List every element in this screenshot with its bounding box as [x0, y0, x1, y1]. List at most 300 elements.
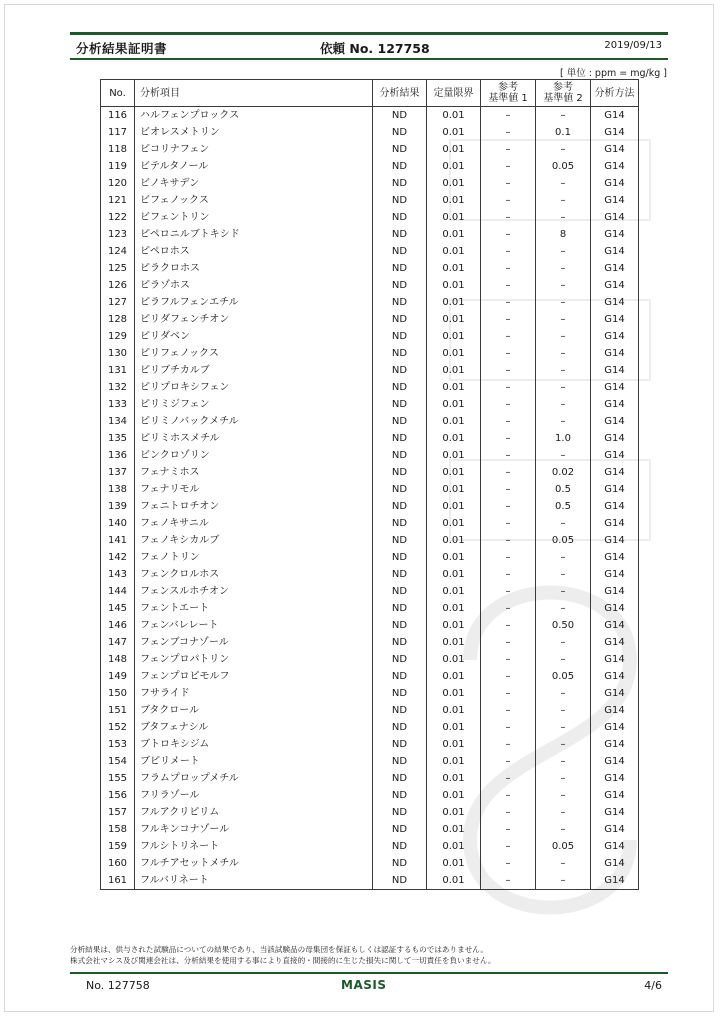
table-row [101, 753, 639, 770]
row-ref2: – [536, 328, 591, 345]
page-number: 4/6 [644, 979, 662, 992]
row-ref2: – [536, 515, 591, 532]
table-row [101, 345, 639, 362]
row-ref2: – [536, 702, 591, 719]
row-limit: 0.01 [427, 753, 481, 770]
row-limit: 0.01 [427, 396, 481, 413]
header-rule-top [70, 32, 668, 35]
row-item-name: フェノキサニル [135, 515, 373, 532]
request-number: 依頼 No. 127758 [320, 41, 430, 56]
row-method: G14 [591, 345, 639, 362]
brand-logo-text: MASIS [341, 978, 387, 992]
row-ref1: – [481, 634, 536, 651]
row-result: ND [373, 260, 427, 277]
row-method: G14 [591, 260, 639, 277]
table-row [101, 702, 639, 719]
results-table [100, 79, 639, 890]
row-item-name: フェノキシカルブ [135, 532, 373, 549]
row-ref2: – [536, 277, 591, 294]
row-limit: 0.01 [427, 362, 481, 379]
row-item-name: フェナミホス [135, 464, 373, 481]
row-ref2: 0.5 [536, 498, 591, 515]
row-no: 126 [101, 277, 135, 294]
row-limit: 0.01 [427, 175, 481, 192]
row-no: 143 [101, 566, 135, 583]
row-no: 138 [101, 481, 135, 498]
table-row [101, 855, 639, 872]
row-result: ND [373, 532, 427, 549]
row-method: G14 [591, 430, 639, 447]
row-no: 137 [101, 464, 135, 481]
table-row [101, 498, 639, 515]
table-row [101, 379, 639, 396]
row-no: 145 [101, 600, 135, 617]
row-result: ND [373, 685, 427, 702]
row-ref1: – [481, 107, 536, 125]
row-item-name: ブピリメート [135, 753, 373, 770]
row-no: 119 [101, 158, 135, 175]
row-ref1: – [481, 175, 536, 192]
table-row [101, 413, 639, 430]
row-item-name: ブタクロール [135, 702, 373, 719]
row-result: ND [373, 345, 427, 362]
table-row [101, 107, 639, 125]
row-ref1: – [481, 158, 536, 175]
row-result: ND [373, 855, 427, 872]
table-row [101, 736, 639, 753]
row-item-name: ピリダフェンチオン [135, 311, 373, 328]
row-limit: 0.01 [427, 702, 481, 719]
row-item-name: ピリミホスメチル [135, 430, 373, 447]
row-no: 141 [101, 532, 135, 549]
row-ref2: – [536, 294, 591, 311]
row-limit: 0.01 [427, 872, 481, 890]
row-no: 147 [101, 634, 135, 651]
row-item-name: ビオレスメトリン [135, 124, 373, 141]
row-item-name: フェンプロピモルフ [135, 668, 373, 685]
row-item-name: フサライド [135, 685, 373, 702]
table-row [101, 515, 639, 532]
row-method: G14 [591, 532, 639, 549]
row-ref1: – [481, 396, 536, 413]
row-method: G14 [591, 651, 639, 668]
row-no: 153 [101, 736, 135, 753]
row-limit: 0.01 [427, 736, 481, 753]
row-ref1: – [481, 872, 536, 890]
row-result: ND [373, 243, 427, 260]
row-no: 135 [101, 430, 135, 447]
row-ref1: – [481, 328, 536, 345]
row-ref1: – [481, 719, 536, 736]
row-ref2: – [536, 243, 591, 260]
row-no: 133 [101, 396, 135, 413]
row-ref1: – [481, 498, 536, 515]
footer-rule [70, 972, 668, 974]
row-ref2: 0.1 [536, 124, 591, 141]
row-ref2: – [536, 583, 591, 600]
row-no: 151 [101, 702, 135, 719]
table-row [101, 617, 639, 634]
row-limit: 0.01 [427, 430, 481, 447]
row-method: G14 [591, 668, 639, 685]
row-ref2: – [536, 753, 591, 770]
row-method: G14 [591, 515, 639, 532]
table-row [101, 821, 639, 838]
row-ref2: – [536, 566, 591, 583]
table-row [101, 668, 639, 685]
row-no: 140 [101, 515, 135, 532]
row-result: ND [373, 804, 427, 821]
row-result: ND [373, 498, 427, 515]
table-row [101, 872, 639, 890]
row-ref1: – [481, 260, 536, 277]
document-title: 分析結果証明書 [76, 41, 168, 56]
row-result: ND [373, 124, 427, 141]
row-ref1: – [481, 600, 536, 617]
row-method: G14 [591, 243, 639, 260]
row-result: ND [373, 651, 427, 668]
row-method: G14 [591, 872, 639, 890]
table-row [101, 362, 639, 379]
row-ref2: – [536, 549, 591, 566]
row-item-name: フェニトロチオン [135, 498, 373, 515]
row-method: G14 [591, 804, 639, 821]
table-row [101, 532, 639, 549]
row-ref2: 0.05 [536, 158, 591, 175]
row-item-name: フルキンコナゾール [135, 821, 373, 838]
row-method: G14 [591, 396, 639, 413]
row-method: G14 [591, 226, 639, 243]
row-item-name: ブタフェナシル [135, 719, 373, 736]
row-ref2: – [536, 413, 591, 430]
row-method: G14 [591, 107, 639, 125]
table-row [101, 277, 639, 294]
table-row [101, 396, 639, 413]
row-ref1: – [481, 855, 536, 872]
row-limit: 0.01 [427, 243, 481, 260]
row-ref2: – [536, 362, 591, 379]
row-ref1: – [481, 481, 536, 498]
row-ref2: – [536, 345, 591, 362]
row-method: G14 [591, 787, 639, 804]
row-limit: 0.01 [427, 107, 481, 125]
row-item-name: ピラフルフェンエチル [135, 294, 373, 311]
row-ref1: – [481, 226, 536, 243]
row-no: 136 [101, 447, 135, 464]
row-ref1: – [481, 804, 536, 821]
row-ref2: 0.5 [536, 481, 591, 498]
row-ref2: 0.02 [536, 464, 591, 481]
row-result: ND [373, 413, 427, 430]
row-result: ND [373, 362, 427, 379]
row-item-name: ピラゾホス [135, 277, 373, 294]
row-ref2: 0.50 [536, 617, 591, 634]
row-no: 124 [101, 243, 135, 260]
col-header-result: 分析結果 [373, 80, 427, 107]
table-row [101, 481, 639, 498]
row-no: 160 [101, 855, 135, 872]
row-no: 156 [101, 787, 135, 804]
row-item-name: フェンクロルホス [135, 566, 373, 583]
row-limit: 0.01 [427, 634, 481, 651]
row-method: G14 [591, 702, 639, 719]
table-row [101, 294, 639, 311]
row-ref2: – [536, 209, 591, 226]
col-header-item: 分析項目 [135, 80, 373, 107]
row-ref2: – [536, 175, 591, 192]
row-no: 121 [101, 192, 135, 209]
row-limit: 0.01 [427, 226, 481, 243]
row-ref1: – [481, 702, 536, 719]
row-result: ND [373, 600, 427, 617]
row-item-name: ビンクロゾリン [135, 447, 373, 464]
row-method: G14 [591, 141, 639, 158]
row-ref1: – [481, 566, 536, 583]
table-row [101, 209, 639, 226]
row-limit: 0.01 [427, 447, 481, 464]
row-ref1: – [481, 209, 536, 226]
row-ref1: – [481, 532, 536, 549]
row-limit: 0.01 [427, 685, 481, 702]
table-row [101, 838, 639, 855]
row-ref1: – [481, 277, 536, 294]
row-item-name: ハルフェンプロックス [135, 107, 373, 125]
row-method: G14 [591, 328, 639, 345]
row-ref1: – [481, 243, 536, 260]
row-ref1: – [481, 430, 536, 447]
row-item-name: フルアクリピリム [135, 804, 373, 821]
row-no: 134 [101, 413, 135, 430]
row-method: G14 [591, 549, 639, 566]
row-result: ND [373, 872, 427, 890]
row-ref1: – [481, 413, 536, 430]
row-result: ND [373, 566, 427, 583]
row-result: ND [373, 549, 427, 566]
row-limit: 0.01 [427, 209, 481, 226]
table-row [101, 158, 639, 175]
row-ref1: – [481, 549, 536, 566]
table-row [101, 566, 639, 583]
row-result: ND [373, 294, 427, 311]
row-ref2: – [536, 872, 591, 890]
row-no: 118 [101, 141, 135, 158]
row-limit: 0.01 [427, 668, 481, 685]
row-no: 158 [101, 821, 135, 838]
row-no: 161 [101, 872, 135, 890]
row-limit: 0.01 [427, 770, 481, 787]
row-result: ND [373, 583, 427, 600]
table-row [101, 685, 639, 702]
row-no: 146 [101, 617, 135, 634]
row-limit: 0.01 [427, 583, 481, 600]
row-result: ND [373, 396, 427, 413]
row-limit: 0.01 [427, 379, 481, 396]
row-ref2: – [536, 107, 591, 125]
row-ref1: – [481, 685, 536, 702]
row-ref1: – [481, 311, 536, 328]
row-limit: 0.01 [427, 566, 481, 583]
row-item-name: ピリフェノックス [135, 345, 373, 362]
row-result: ND [373, 192, 427, 209]
footer-request-number: No. 127758 [86, 979, 150, 992]
row-method: G14 [591, 634, 639, 651]
table-row [101, 447, 639, 464]
row-ref2: 8 [536, 226, 591, 243]
row-item-name: ピリダベン [135, 328, 373, 345]
row-no: 116 [101, 107, 135, 125]
row-limit: 0.01 [427, 464, 481, 481]
row-no: 127 [101, 294, 135, 311]
row-no: 139 [101, 498, 135, 515]
row-ref2: – [536, 821, 591, 838]
row-result: ND [373, 328, 427, 345]
col-header-ref2 [536, 80, 591, 107]
row-ref2: – [536, 260, 591, 277]
row-limit: 0.01 [427, 481, 481, 498]
row-result: ND [373, 753, 427, 770]
row-limit: 0.01 [427, 600, 481, 617]
row-method: G14 [591, 158, 639, 175]
row-result: ND [373, 311, 427, 328]
row-ref2: – [536, 379, 591, 396]
row-ref2: – [536, 141, 591, 158]
row-ref2: – [536, 447, 591, 464]
col-header-limit: 定量限界 [427, 80, 481, 107]
disclaimer-line-1: 分析結果は、供与された試験品についての結果であり、当該試験品の母集団を保証もしくは認証するものではありません。 [70, 945, 488, 954]
row-result: ND [373, 481, 427, 498]
row-item-name: フェンプロパトリン [135, 651, 373, 668]
table-row [101, 719, 639, 736]
row-ref2: – [536, 804, 591, 821]
table-row [101, 651, 639, 668]
row-ref2: – [536, 736, 591, 753]
row-no: 129 [101, 328, 135, 345]
row-result: ND [373, 209, 427, 226]
results-table-wrapper [100, 79, 639, 890]
row-ref1: – [481, 379, 536, 396]
row-ref1: – [481, 617, 536, 634]
row-ref1: – [481, 753, 536, 770]
row-ref2: – [536, 770, 591, 787]
row-no: 125 [101, 260, 135, 277]
row-result: ND [373, 770, 427, 787]
table-row [101, 549, 639, 566]
row-no: 117 [101, 124, 135, 141]
row-ref2: 1.0 [536, 430, 591, 447]
row-ref2: – [536, 192, 591, 209]
row-no: 131 [101, 362, 135, 379]
row-ref2: – [536, 634, 591, 651]
table-row [101, 175, 639, 192]
row-no: 152 [101, 719, 135, 736]
row-limit: 0.01 [427, 498, 481, 515]
row-result: ND [373, 821, 427, 838]
row-ref1: – [481, 770, 536, 787]
row-ref2: 0.05 [536, 838, 591, 855]
row-method: G14 [591, 124, 639, 141]
row-item-name: フェナリモル [135, 481, 373, 498]
row-limit: 0.01 [427, 260, 481, 277]
table-row [101, 583, 639, 600]
row-no: 123 [101, 226, 135, 243]
row-limit: 0.01 [427, 345, 481, 362]
row-no: 155 [101, 770, 135, 787]
row-no: 159 [101, 838, 135, 855]
row-limit: 0.01 [427, 124, 481, 141]
row-ref2: – [536, 719, 591, 736]
row-ref2: – [536, 787, 591, 804]
row-limit: 0.01 [427, 549, 481, 566]
row-method: G14 [591, 770, 639, 787]
row-ref2: – [536, 396, 591, 413]
row-item-name: フェノトリン [135, 549, 373, 566]
row-ref1: – [481, 583, 536, 600]
row-limit: 0.01 [427, 515, 481, 532]
row-no: 130 [101, 345, 135, 362]
row-result: ND [373, 277, 427, 294]
row-method: G14 [591, 209, 639, 226]
col-header-method: 分析方法 [591, 80, 639, 107]
row-method: G14 [591, 617, 639, 634]
table-row [101, 634, 639, 651]
row-result: ND [373, 702, 427, 719]
row-item-name: ビフェントリン [135, 209, 373, 226]
unit-label: [ 単位 : ppm = mg/kg ] [559, 68, 667, 79]
table-row [101, 804, 639, 821]
row-method: G14 [591, 447, 639, 464]
row-item-name: ビフェノックス [135, 192, 373, 209]
col-header-ref2-bottom: 基準値 2 [543, 93, 583, 104]
disclaimer-line-2: 株式会社マシス及び関連会社は、分析結果を使用する事により直接的・間接的に生じた損失に関して一切責任を負いません。 [70, 956, 496, 965]
row-method: G14 [591, 855, 639, 872]
row-no: 149 [101, 668, 135, 685]
row-item-name: フェンバレレート [135, 617, 373, 634]
row-method: G14 [591, 719, 639, 736]
disclaimer-notes [70, 944, 670, 966]
row-method: G14 [591, 413, 639, 430]
row-limit: 0.01 [427, 617, 481, 634]
row-no: 122 [101, 209, 135, 226]
row-no: 148 [101, 651, 135, 668]
row-result: ND [373, 838, 427, 855]
row-method: G14 [591, 838, 639, 855]
row-no: 144 [101, 583, 135, 600]
row-result: ND [373, 787, 427, 804]
row-ref1: – [481, 651, 536, 668]
row-result: ND [373, 634, 427, 651]
row-ref2: – [536, 685, 591, 702]
row-item-name: フェントエート [135, 600, 373, 617]
row-item-name: フリラゾール [135, 787, 373, 804]
row-result: ND [373, 447, 427, 464]
table-header-row [101, 80, 639, 107]
row-result: ND [373, 379, 427, 396]
row-item-name: ピペロニルブトキシド [135, 226, 373, 243]
row-limit: 0.01 [427, 158, 481, 175]
row-limit: 0.01 [427, 532, 481, 549]
row-limit: 0.01 [427, 413, 481, 430]
col-header-ref1-bottom: 基準値 1 [488, 93, 528, 104]
row-item-name: フェンスルホチオン [135, 583, 373, 600]
table-row [101, 243, 639, 260]
row-ref1: – [481, 821, 536, 838]
row-item-name: ピリプロキシフェン [135, 379, 373, 396]
table-row [101, 600, 639, 617]
row-item-name: ピラクロホス [135, 260, 373, 277]
row-limit: 0.01 [427, 821, 481, 838]
row-ref1: – [481, 124, 536, 141]
table-row [101, 124, 639, 141]
